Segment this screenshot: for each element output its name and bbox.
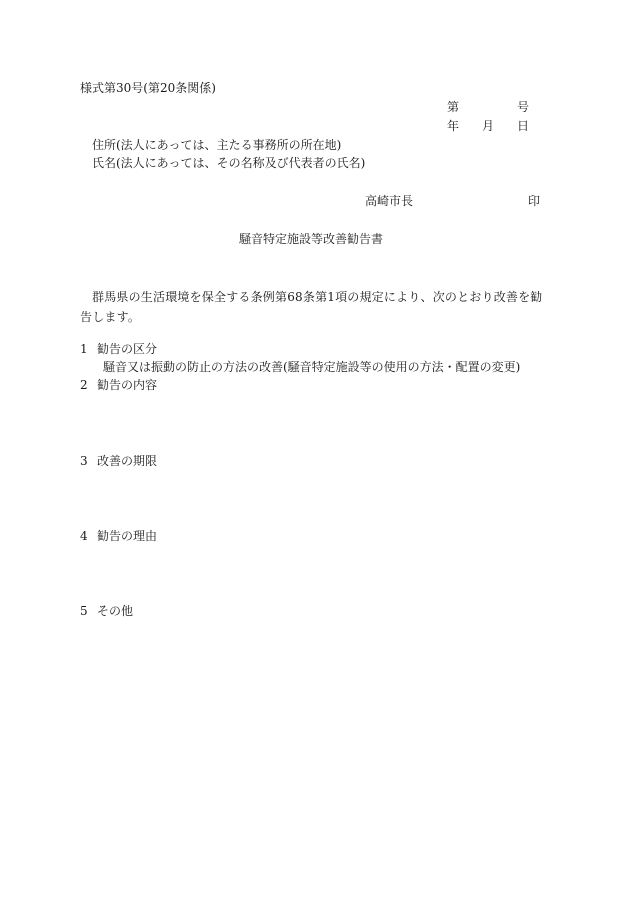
recipient-address-label: 住所(法人にあっては、主たる事務所の所在地)	[92, 138, 342, 152]
doc-number-suffix: 号	[517, 100, 530, 114]
recipient-name-label: 氏名(法人にあっては、その名称及び代表者の氏名)	[92, 156, 366, 170]
section-4-number: 4	[80, 529, 88, 543]
date-year: 年	[447, 119, 460, 133]
form-number: 様式第30号(第20条関係)	[80, 81, 216, 95]
issuer-seal: 印	[528, 194, 541, 208]
section-5-label: その他	[97, 604, 134, 618]
section-1-number: 1	[80, 342, 88, 356]
date-month: 月	[482, 119, 495, 133]
section-3-number: 3	[80, 454, 88, 468]
issuer-title: 高崎市長	[365, 194, 414, 208]
section-1-label: 勧告の区分	[97, 342, 158, 356]
section-2-label: 勧告の内容	[97, 378, 158, 392]
date-day: 日	[517, 119, 530, 133]
body-paragraph: 群馬県の生活環境を保全する条例第68条第1項の規定により、次のとおり改善を勧告します。	[80, 290, 543, 324]
doc-number-prefix: 第	[447, 100, 460, 114]
section-3-label: 改善の期限	[97, 454, 158, 468]
section-4-label: 勧告の理由	[97, 529, 158, 543]
document-title: 騒音特定施設等改善勧告書	[239, 232, 384, 246]
section-2-number: 2	[80, 378, 88, 392]
section-5-number: 5	[80, 604, 88, 618]
section-1-detail: 騒音又は振動の防止の方法の改善(騒音特定施設等の使用の方法・配置の変更)	[103, 360, 521, 374]
